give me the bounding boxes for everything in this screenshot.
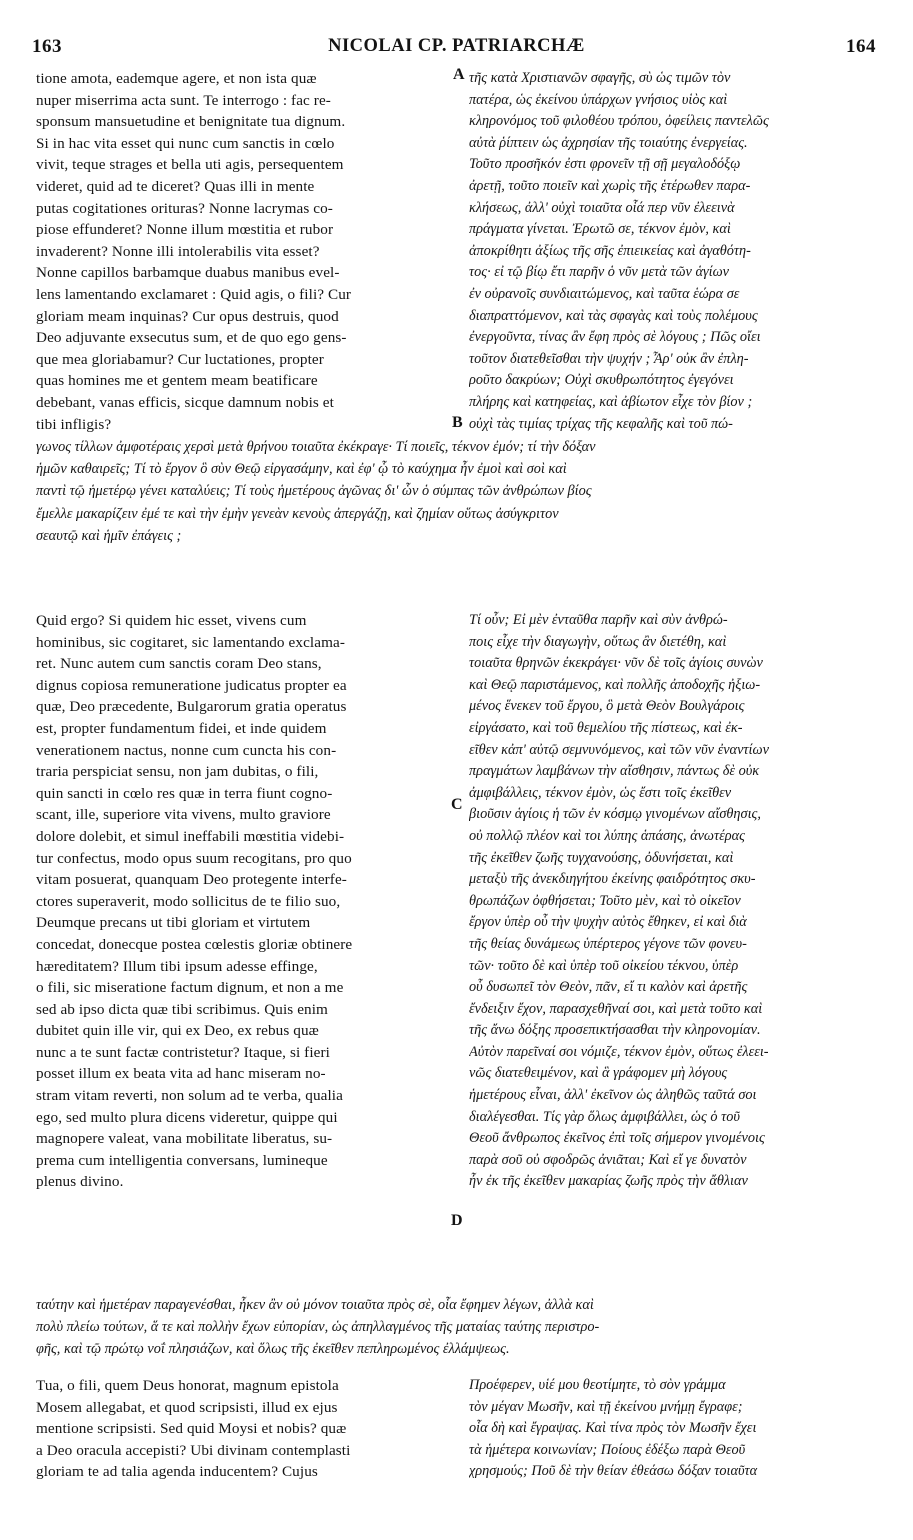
greek-line: οὗ δυσωπεῖ τὸν Θεὸν, πᾶν, εἴ τι καλὸν καὶ ἀρετῆς <box>469 979 748 996</box>
margin-letter-d: D <box>451 1212 463 1229</box>
greek-line: παρὰ σοῦ οὐ σφοδρῶς ἀνιᾶται; Καὶ εἴ γε δυνατὸν <box>469 1151 747 1168</box>
latin-line: quæ, Deo præcedente, Bulgarorum gratia operatus <box>36 698 347 716</box>
latin-line: debebant, vanas efficis, sicque damnum nobis et <box>36 393 334 411</box>
greek-line: ἔνδειξιν ἔχον, παρασχεθῆναί σοι, καὶ μετὰ τοῦτο καὶ <box>469 1000 763 1017</box>
greek-line: τῆς ἐκεῖθεν ζωῆς τυγχανούσης, ὀδυνήσεται, καὶ <box>469 849 734 866</box>
greek-line: ἔργον ὑπὲρ οὗ τὴν ψυχὴν αὐτὸς ἔθηκεν, εἰ καὶ διὰ <box>469 914 747 931</box>
greek-line: ποις εἶχε τὴν διαγωγὴν, οὕτως ἂν διετέθη, καὶ <box>469 633 727 650</box>
greek-line: διαλέγεσθαι. Τίς γὰρ ὅλως ἀμφιβάλλει, ὡς ὁ τοῦ <box>469 1108 740 1125</box>
greek-line: βιοῦσιν ἁγίοις ἡ τῶν ἐν κόσμῳ γινομένων αἴσθησις, <box>469 806 761 823</box>
greek-line: ἀμφιβάλλεις, τέκνον ἐμὸν, ὡς ἔστι τοῖς ἐκεῖθεν <box>469 784 732 801</box>
running-title: NICOLAI CP. PATRIARCHÆ <box>328 36 585 56</box>
greek-line: τοιαῦτα θρηνῶν ἐκεκράγει· νῦν δὲ τοῖς ἁγίοις συνὼν <box>469 655 763 672</box>
greek-line: Τί οὖν; Εἰ μὲν ἐνταῦθα παρῆν καὶ σὺν ἀνθρώ- <box>469 612 728 628</box>
latin-line: mentione scripsisti. Sed quid Moysi et nobis? quæ <box>36 1420 347 1438</box>
latin-line: Quid ergo? Si quidem hic esset, vivens cum <box>36 612 307 629</box>
latin-line: quas homines me et gentem meam beatificare <box>36 372 318 390</box>
greek-line: πατέρα, ὡς ἐκείνου ὑπάρχων γνήσιος υἱὸς καὶ <box>469 91 728 108</box>
greek-line: τῶν· τοῦτο δὲ καὶ ὑπὲρ τοῦ οἰκείου τέκνου, ὑπὲρ <box>469 957 739 974</box>
margin-letter-a: A <box>453 66 465 83</box>
latin-line: gloriam meam inquinas? Cur opus destruis, quod <box>36 307 339 325</box>
latin-line: tibi infligis? <box>36 415 112 433</box>
latin-line: vitam posuerat, quanquam Deo protegente interfe- <box>36 871 347 889</box>
greek-line: Προέφερεν, υἱέ μου θεοτίμητε, τὸ σὸν γράμμα <box>469 1377 726 1393</box>
greek-line: ἀποκρίθητι ἀξίως τῆς σῆς ἐπιεικείας καὶ ἀγαθότη- <box>469 242 751 259</box>
greek-column-block-2 <box>469 610 879 1193</box>
latin-line: plenus divino. <box>36 1173 124 1191</box>
latin-line: videret, quid ad te diceret? Quas illi in mente <box>36 177 315 195</box>
greek-full-width-block-1 <box>36 436 879 547</box>
margin-letter-b: B <box>452 414 463 431</box>
greek-line: τὸν μέγαν Μωσῆν, καὶ τῇ ἐκείνου μνήμῃ ἔγραφε; <box>469 1398 743 1415</box>
greek-line: ἐνεργοῦντα, τίνας ἂν ἔφη πρὸς σὲ λόγους ; Πῶς οἴει <box>469 329 761 346</box>
latin-line: Deumque precans ut tibi gloriam et virtutem <box>36 914 311 932</box>
greek-line: πραγμάτων λαμβάνων τὴν αἴσθησιν, πάντως δὲ οὐκ <box>469 763 760 780</box>
greek-line: ἔμελλε μακαρίζειν ἐμέ τε καὶ τὴν ἐμὴν γενεὰν κενοὺς ἀπεργάζῃ, καὶ ζημίαν οὕτως ἀσύγκριτον <box>36 505 559 522</box>
greek-line: τὰ ἡμέτερα κοινωνίαν; Ποίους ἐδέξω παρὰ Θεοῦ <box>469 1441 746 1458</box>
page-number-right: 164 <box>846 36 876 57</box>
latin-line: sed ab ipso dicta quæ tibi scribimus. Quis enim <box>36 1000 328 1018</box>
greek-line: οὐχὶ τὰς τιμίας τρίχας τῆς κεφαλῆς καὶ τοῦ πώ- <box>469 415 733 432</box>
latin-line: quin sancti in cœlo res quæ in terra fiunt cogno- <box>36 784 333 802</box>
latin-line: ego, sed multo plura dicens videretur, quippe qui <box>36 1108 338 1126</box>
greek-line: πλήρης καὶ κατηφείας, καὶ ἀβίωτον εἶχε τὸν βίον ; <box>469 393 753 410</box>
greek-line: οὐ πολλῷ πλέον καὶ τοι λύπης ἁπάσης, ἀνωτέρας <box>469 827 745 844</box>
latin-line: est, propter fundamentum fidei, et inde quidem <box>36 719 327 737</box>
greek-line: σεαυτῷ καὶ ἡμῖν ἐπάγεις ; <box>36 527 182 544</box>
latin-line: traria perspiciat sensu, non jam dubitas, o fili, <box>36 763 319 781</box>
greek-line: πολὺ πλείω τούτων, ἅ τε καὶ πολλὴν ἔχων εὐπορίαν, ὡς ἀπηλλαγμένος τῆς ματαίας ταύτης περιστρο- <box>36 1319 600 1336</box>
latin-line: nunc a te sunt factæ contristetur? Itaque, si fieri <box>36 1043 330 1061</box>
latin-line: a Deo oracula accepisti? Ubi divinam contemplasti <box>36 1441 351 1459</box>
latin-column-block-1 <box>36 68 446 435</box>
greek-line: ἀρετῇ, τοῦτο ποιεῖν καὶ χωρὶς τῆς ἑτέρωθεν παρα- <box>469 177 751 194</box>
latin-line: hæreditatem? Illum tibi ipsum adesse effinge, <box>36 957 318 975</box>
greek-line: ροῦτο δακρύων; Οὐχὶ σκυθρωπότητος ἐγεγόνει <box>469 372 734 389</box>
greek-line: Τοῦτο προσῆκόν ἐστι φρονεῖν τῇ σῇ μεγαλοδόξῳ <box>469 156 741 173</box>
greek-line: τῆς ἄνω δόξης προσεπικτήσασθαι τὴν κληρονομίαν. <box>469 1022 761 1039</box>
greek-line: γωνος τίλλων ἀμφοτέραις χερσὶ μετὰ θρήνου τοιαῦτα ἐκέκραγε· Τί ποιεῖς, τέκνον ἐμόν; τί τὴν δόξαν <box>36 439 596 455</box>
latin-line: piose effunderet? Nonne illum mœstitia et rubor <box>36 221 334 239</box>
latin-line: invaderent? Nonne illi intolerabilis vita esset? <box>36 242 320 260</box>
greek-line: ἦν ἐκ τῆς ἐκεῖθεν μακαρίας ζωῆς πρὸς τὴν ἄθλιαν <box>469 1173 748 1190</box>
greek-line: τοῦτον διατεθεῖσθαι τὴν ψυχήν ; Ἆρ' οὐκ ἂν ἐπλη- <box>469 350 749 367</box>
latin-column-block-2 <box>36 610 446 1193</box>
greek-line: ταύτην καὶ ἡμετέραν παραγενέσθαι, ἦκεν ἂν οὐ μόνον τοιαῦτα πρὸς σὲ, οἷα ἔφημεν λέγων, ἀλλὰ καὶ <box>36 1297 594 1313</box>
greek-line: φῆς, καὶ τῷ πρώτῳ νοΐ πλησιάζων, καὶ ὅλως τῆς ἐκεῖθεν πεπληρωμένος ἐλλάμψεως. <box>36 1341 510 1358</box>
greek-line: καὶ Θεῷ παριστάμενος, καὶ πολλῆς ἀποδοχῆς ἠξιω- <box>469 676 761 693</box>
latin-line: concedat, donecque postea cœlestis gloriæ obtinere <box>36 935 353 953</box>
greek-line: ἐν οὐρανοῖς συνδιαιτώμενος, καὶ ταῦτα ἑώρα σε <box>469 285 740 302</box>
greek-line: διαπραττόμενον, καὶ τὰς σφαγὰς καὶ τοὺς πολέμους <box>469 307 758 324</box>
latin-line: ret. Nunc autem cum sanctis coram Deo stans, <box>36 655 322 673</box>
latin-line: posset illum ex beata vita ad hanc miseram no- <box>36 1065 326 1083</box>
greek-line: μένος ἕνεκεν τοῦ ἔργου, ὃ μετὰ Θεὸν Βουλγάροις <box>469 698 745 715</box>
greek-line: οἷα δὴ καὶ ἔγραψας. Καὶ τίνα πρὸς τὸν Μωσῆν ἔχει <box>469 1420 757 1437</box>
latin-line: nuper miserrima acta sunt. Te interrogo : fac re- <box>36 91 331 109</box>
latin-line: hominibus, sic cogitaret, sic lamentando exclama- <box>36 633 345 651</box>
latin-line: gloriam te ad talia agenda inducentem? Cujus <box>36 1463 318 1481</box>
latin-line: dignus copiosa remuneratione judicatus propter ea <box>36 676 347 694</box>
latin-line: dubitet quin ille vir, qui ex Deo, ex rebus quæ <box>36 1022 319 1040</box>
latin-line: prema cum intelligentia conversans, lumineque <box>36 1151 328 1169</box>
greek-line: τος· εἰ τῷ βίῳ ἔτι παρῆν ὁ νῦν μετὰ τῶν ἁγίων <box>469 264 730 281</box>
latin-line: Nonne capillos barbamque duabus manibus evel- <box>36 264 340 282</box>
latin-line: tione amota, eademque agere, et non ista quæ <box>36 70 317 87</box>
greek-line: αὐτὰ ῥίπτειν ὡς ἀχρησίαν τῆς τοιαύτης ἐνεργείας. <box>469 134 748 151</box>
latin-line: lens lamentando exclamaret : Quid agis, o fili? Cur <box>36 285 352 303</box>
latin-line: tur confectus, modo opus suum recogitans, pro quo <box>36 849 352 867</box>
greek-line: κλήσεως, ἀλλ' οὐχὶ τοιαῦτα οἷά περ νῦν ἐλεεινὰ <box>469 199 735 216</box>
greek-column-block-3 <box>469 1375 879 1483</box>
greek-line: τῆς θείας δυνάμεως ὑπέρτερος γέγονε τῶν φονευ- <box>469 935 747 952</box>
greek-line: Αὐτὸν παρεῖναί σοι νόμιζε, τέκνον ἐμὸν, οὕτως ἐλεει- <box>469 1043 769 1060</box>
latin-line: Tua, o fili, quem Deus honorat, magnum epistola <box>36 1377 339 1394</box>
greek-line: ἡμῶν καθαιρεῖς; Τί τὸ ἔργον ὃ σὺν Θεῷ εἰργασάμην, καὶ ἐφ' ᾧ τὸ καύχημα ἦν ἐμοὶ καὶ σοὶ καὶ <box>36 461 567 478</box>
greek-line: κληρονόμος τοῦ φιλοθέου τρόπου, ὀφείλεις παντελῶς <box>469 113 769 130</box>
latin-line: Deo adjuvante exsecutus sum, et de quo ego gens- <box>36 329 347 347</box>
latin-line: dolore dolebit, et simul ineffabili mœstitia videbi- <box>36 827 345 845</box>
latin-line: scant, ille, superiore vita vivens, multo graviore <box>36 806 331 824</box>
greek-line: χρησμούς; Ποῦ δὲ τὴν θείαν ἐθεάσω δόξαν τοιαῦτα <box>469 1463 758 1480</box>
latin-line: venerationem nactus, nonne cum cuncta his con- <box>36 741 337 759</box>
greek-line: νῶς διατεθειμένον, καὶ ἃ γράφομεν μὴ λόγους <box>469 1065 728 1082</box>
greek-line: ἡμετέρους εἶναι, ἀλλ' ἐκεῖνον ὡς ἀληθῶς ταῦτά σοι <box>469 1087 757 1104</box>
latin-line: Si in hac vita esset qui nunc cum sanctis in cœlo <box>36 134 335 152</box>
greek-line: Θεοῦ ἄνθρωπος ἐκεῖνος ἐπὶ τοῖς σήμερον γινομένοις <box>469 1130 765 1147</box>
latin-line: vivit, teque strages et bella uti agis, persequentem <box>36 156 344 174</box>
latin-line: magnopere valeat, vana mobilitate liberatus, su- <box>36 1130 333 1148</box>
greek-line: τῆς κατὰ Χριστιανῶν σφαγῆς, σὺ ὡς τιμῶν τὸν <box>469 70 731 86</box>
greek-line: παντὶ τῷ ἡμετέρῳ γένει καταλύεις; Τί τοὺς ἡμετέρους ἀγῶνας δι' ὧν ὁ σύμπας τῶν ἀνθρώπων βίος <box>36 483 592 500</box>
greek-line: εἰργάσατο, καὶ τοῦ θεμελίου τῆς πίστεως, καὶ ἐκ- <box>469 719 743 736</box>
latin-line: que mea gloriabamur? Cur luctationes, propter <box>36 350 324 368</box>
latin-column-block-3 <box>36 1375 446 1483</box>
greek-line: πράγματα γίνεται. Ἐρωτῶ σε, τέκνον ἐμὸν, καὶ <box>469 221 731 238</box>
greek-line: μεταξὺ τῆς ἀνεκδιηγήτου ἐκείνης φαιδρότητος σκυ- <box>469 871 756 888</box>
latin-line: ctores superaverit, modo sollicitus de te filio suo, <box>36 892 341 910</box>
latin-line: Mosem allegabat, et quod scripsisti, illud ex ejus <box>36 1398 338 1416</box>
greek-column-block-1 <box>469 68 879 435</box>
page-number-left: 163 <box>32 36 62 57</box>
greek-line: εῖθεν κἀπ' αὐτῷ σεμνυνόμενος, καὶ τῶν νῦν ἐναντίων <box>469 741 769 758</box>
greek-full-width-block-2 <box>36 1294 879 1361</box>
margin-letter-c: C <box>451 796 463 813</box>
latin-line: putas cogitationes orituras? Nonne lacrymas co- <box>36 199 333 217</box>
latin-line: stram vitam reverti, non solum ad te verba, qualia <box>36 1087 343 1105</box>
greek-line: θρωπάζων ὀφθήσεται; Τοῦτο μὲν, καὶ τὸ οἰκεῖον <box>469 892 741 909</box>
latin-line: o fili, sic miseratione factum dignum, et non a me <box>36 979 344 997</box>
latin-line: sponsum mansuetudine et benignitate tua dignum. <box>36 113 346 131</box>
